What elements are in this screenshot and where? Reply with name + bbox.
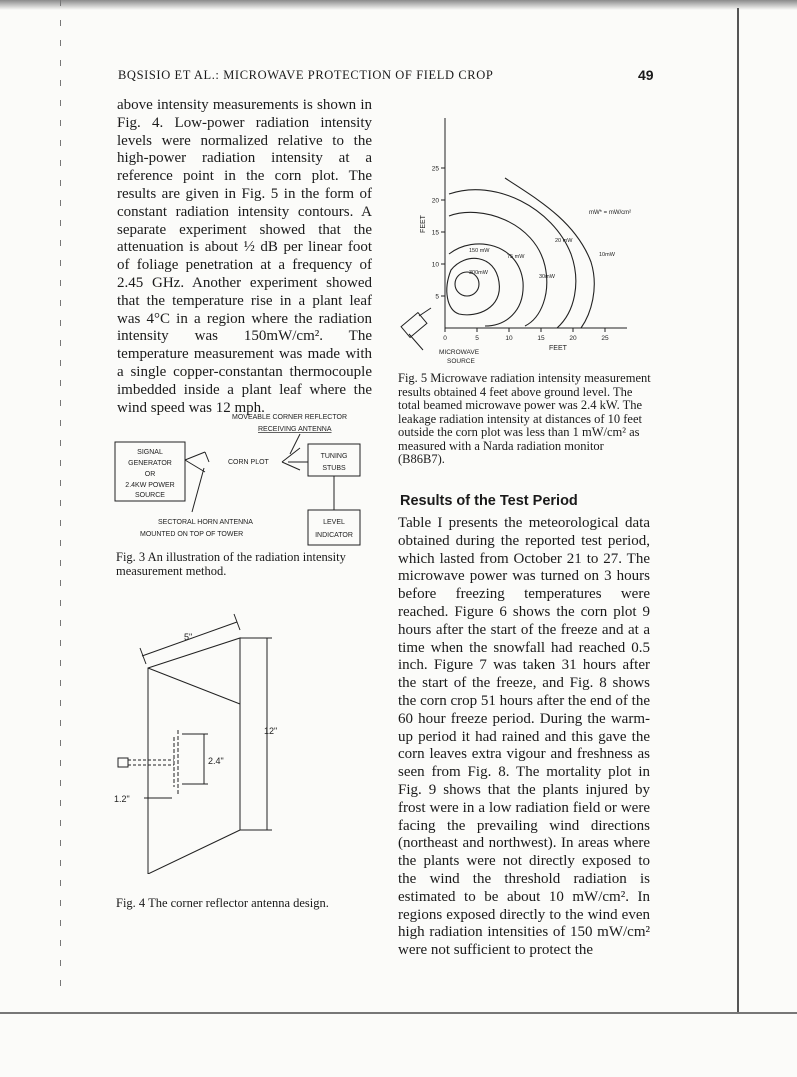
scan-edge-bottom <box>0 1012 797 1014</box>
fig3-moveable-reflector-label: MOVEABLE CORNER REFLECTOR <box>232 414 348 421</box>
fig5-label-300mw: 300mW <box>469 270 488 276</box>
scan-edge-left <box>60 0 61 1000</box>
right-column <box>398 515 650 960</box>
fig4-reflector-outline <box>148 638 240 874</box>
body-paragraph: above intensity measurements is shown in Fig. 4. Low-power radiation intensity levels were normalized relative to the high-power radiation intensity at a reference point in the corn plot. The results are given in Fig. 5 in the form of constant radiation intensity contours. A separate experiment showed that the attenuation is about ½ dB per linear foot of foliage penetration at a frequency of 2.45 GHz. Another experiment showed that the temperature rise in a plant leaf was 4°C in a region where the radiation intensity was 150mW/cm². The temperature measurement was made with a single copper-constantan thermocouple imbedded inside a plant leaf where the wind speed was 12 mph. <box>117 97 372 416</box>
fig5-label-150mw: 150 mW <box>469 248 490 254</box>
section-heading: Results of the Test Period <box>400 493 578 509</box>
fig5-label-20mw: 20 mW <box>555 238 573 244</box>
fig3-signal-line1: SIGNAL <box>137 449 163 456</box>
fig3-reflector-antenna <box>282 448 308 470</box>
figure-5-caption: Fig. 5 Microwave radiation intensity measurement results obtained 4 feet above ground level. The total beamed microwave power was 2.4 kW. The leakage radiation intensity at distances of 10 feet outside the corn plot was less than 1 mW/cm² as measured with a Narda radiation monitor (B86B7). <box>398 371 651 466</box>
fig5-label-10mw: 10mW <box>599 252 615 258</box>
fig3-level-line2: INDICATOR <box>315 532 353 539</box>
left-column <box>117 97 372 417</box>
fig5-x-tick-label: 0 <box>443 335 447 342</box>
fig3-signal-line2: GENERATOR <box>128 460 172 467</box>
fig3-receiving-antenna-label: RECEIVING ANTENNA <box>258 426 332 433</box>
fig3-sectoral-horn-label: SECTORAL HORN ANTENNA <box>158 519 253 526</box>
fig3-signal-line3: OR <box>144 471 156 478</box>
fig3-reflector-leader <box>290 434 300 454</box>
fig4-width-label: 5" <box>184 632 193 642</box>
fig3-corn-plot-label: CORN PLOT <box>228 459 269 466</box>
figure-3-caption: Fig. 3 An illustration of the radiation intensity measurement method. <box>116 550 346 578</box>
fig5-source-line1: MICROWAVE <box>439 349 480 356</box>
fig5-contour-10mw <box>505 178 594 328</box>
fig5-contour-30mw <box>449 212 547 326</box>
fig3-tuning-line2: STUBS <box>322 465 346 472</box>
fig5-x-tick-label: 5 <box>475 335 479 342</box>
fig5-y-tick-label: 20 <box>431 197 439 205</box>
fig4-top-tick-left <box>140 648 146 664</box>
fig4-dipole <box>174 730 178 794</box>
fig3-horn-antenna <box>185 452 209 472</box>
fig5-source-line2: SOURCE <box>447 358 475 365</box>
figure-5-contour-plot <box>395 112 650 368</box>
fig3-level-line1: LEVEL <box>323 519 345 526</box>
figure-4-caption: Fig. 4 The corner reflector antenna design. <box>116 896 329 910</box>
fig4-connector <box>118 758 128 767</box>
fig5-x-tick-label: 20 <box>569 335 577 342</box>
fig4-height-label: 12" <box>264 726 278 736</box>
fig5-source-antenna <box>401 308 431 350</box>
fig3-level-indicator-box <box>308 510 360 545</box>
fig5-y-ticks <box>432 166 445 301</box>
fig5-y-tick-label: 5 <box>435 293 439 301</box>
fig5-legend: mW* = mW/cm² <box>589 210 632 216</box>
fig5-y-tick-label: 25 <box>431 165 439 173</box>
fig5-x-tick-label: 10 <box>505 335 513 342</box>
running-head: BQSISIO ET AL.: MICROWAVE PROTECTION OF FIELD CROP <box>118 68 494 82</box>
fig5-label-75mw: 75 mW <box>507 254 525 260</box>
fig5-x-tick-label: 25 <box>601 335 609 342</box>
body-paragraph: Table I presents the meteorological data obtained during the reported test period, which lasted from October 21 to 27. The microwave power was turned on 3 hours before freezing temperatures were reached. Figure 6 shows the corn plot 9 hours after the start of the freeze and at a time when the snowfall had reached 0.5 inch. Figure 7 was taken 31 hours after the start of the freeze, and Fig. 8 shows the corn crop 51 hours after the end of the 60 hour freeze period. During the warm-up period it had rained and this gave the corn leaves extra vigour and freshness as seen from Fig. 8. The mortality plot in Fig. 9 shows that the plants injured by frost were in a low radiation field or were facing the prevailing wind directions (northeast and northwest). In areas where the plants were not directly exposed to the wind the threshold radiation is estimated to be about 10 mW/cm². In regions exposed directly to the wind even high radiation intensities of 150 mW/cm² were not sufficient to protect the <box>398 515 650 959</box>
fig4-top-tick-right <box>234 614 240 630</box>
fig5-y-axis-label: FEET <box>420 215 427 233</box>
fig5-y-tick-label: 15 <box>431 229 439 237</box>
fig3-tuning-line1: TUNING <box>320 453 348 460</box>
scan-edge-right <box>737 8 739 1013</box>
fig3-signal-line4: 2.4KW POWER <box>125 482 175 489</box>
scan-edge-top <box>0 0 797 10</box>
fig5-x-axis-label: FEET <box>549 345 567 352</box>
fig3-mounted-label: MOUNTED ON TOP OF TOWER <box>140 531 244 538</box>
fig5-x-ticks <box>443 328 609 342</box>
figure-3-diagram <box>112 408 374 546</box>
page-number: 49 <box>638 67 654 83</box>
fig5-x-tick-label: 15 <box>537 335 545 342</box>
fig5-y-tick-label: 10 <box>431 261 439 269</box>
fig3-signal-line5: SOURCE <box>135 492 165 499</box>
figure-4-diagram <box>112 612 292 874</box>
fig4-dipole-label: 2.4" <box>208 756 224 766</box>
fig3-horn-leader <box>192 468 204 512</box>
fig4-offset-label: 1.2" <box>114 794 130 804</box>
fig5-label-30mw: 30mW <box>539 274 555 280</box>
